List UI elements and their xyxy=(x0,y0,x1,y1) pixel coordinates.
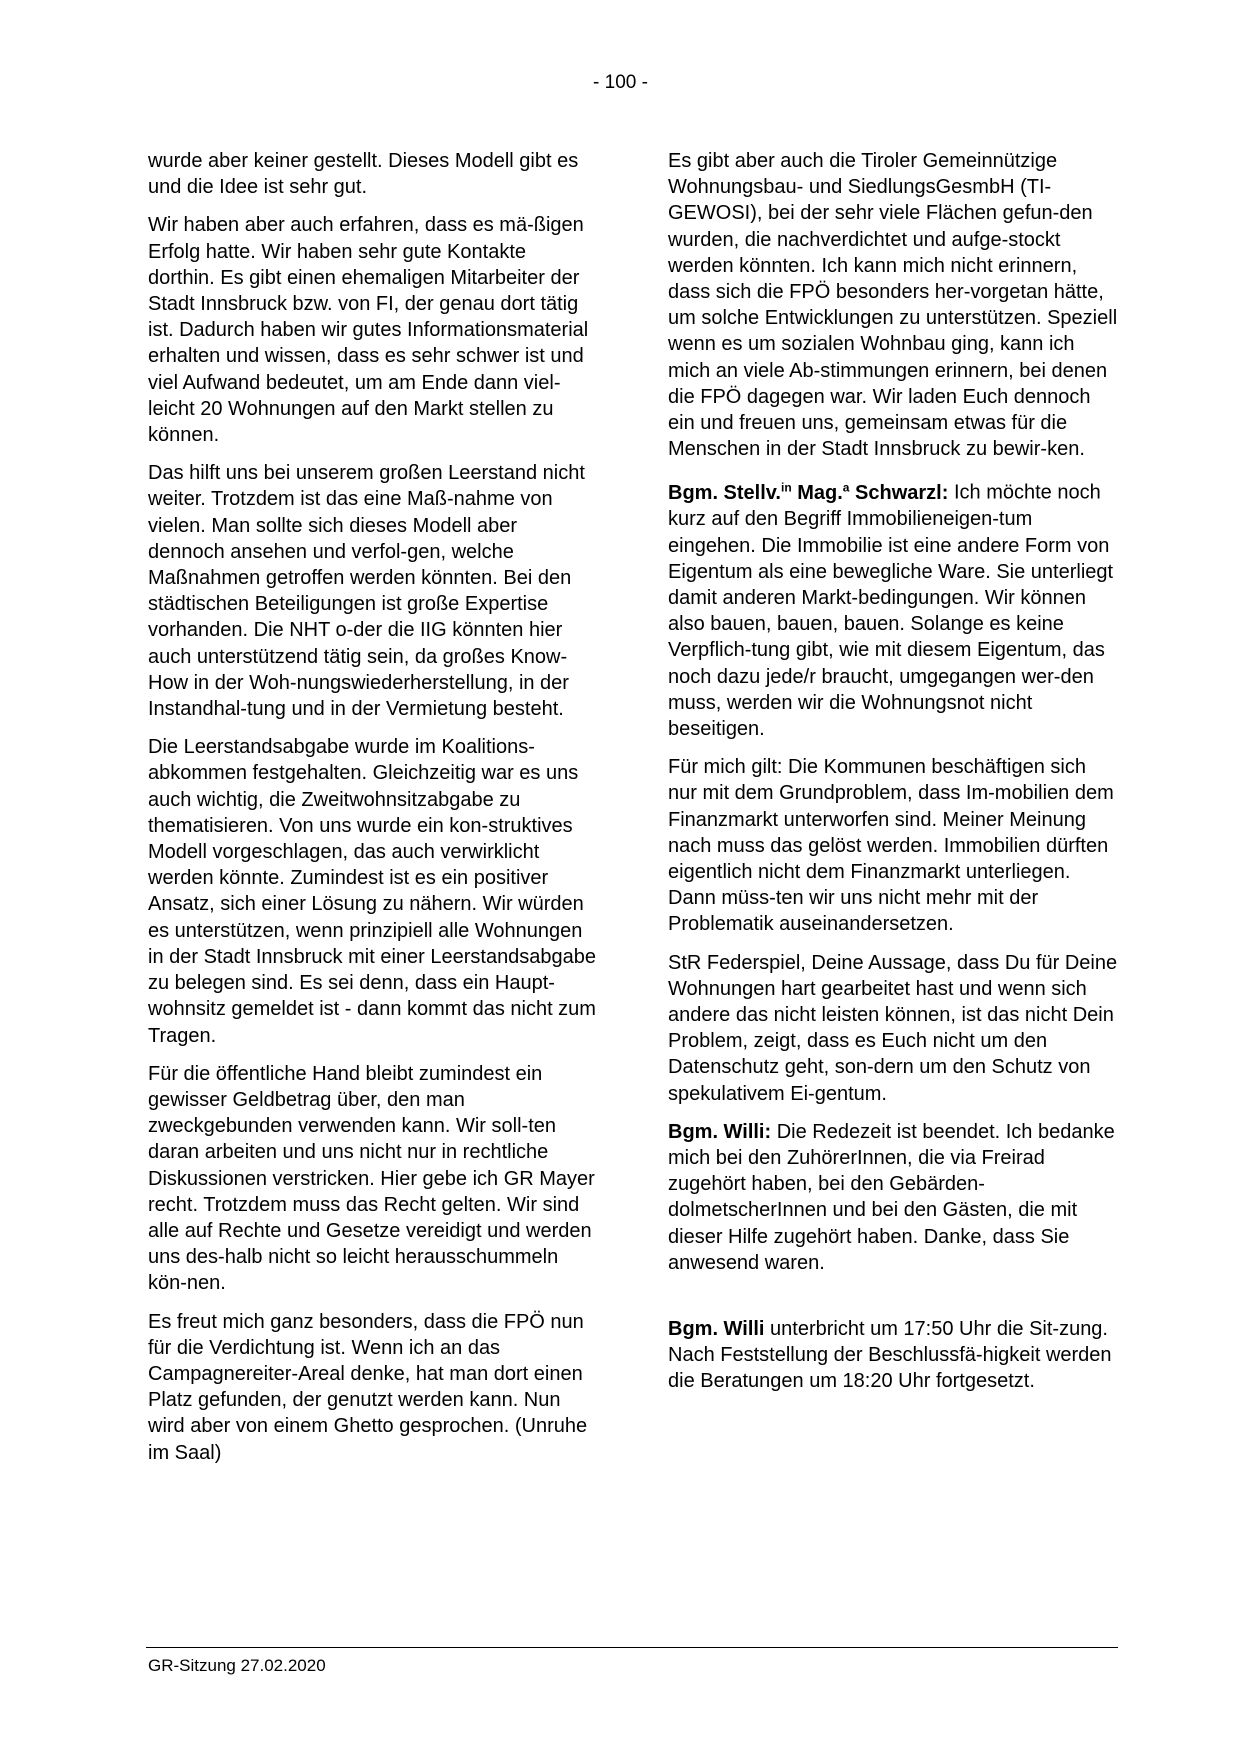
left-paragraph-5: Für die öffentliche Hand bleibt zumindest ein gewisser Geldbetrag über, den man zweckgebunden verwenden kann. Wir soll-ten daran arbeiten und uns nicht nur in rechtliche Diskussionen verstricken. Hier gebe ich GR Mayer recht. Trotzdem muss das Recht gelten. Wir sind alle auf Rechte und Gesetze vereidigt und werden uns des-halb nicht so leicht herausschummeln kön-nen. xyxy=(148,1062,595,1295)
speech-text: Ich möchte noch kurz auf den Begriff Immobilieneigen-tum eingehen. Die Immobilie ist eine andere Form von Eigentum als eine bewegliche Ware. Sie unterliegt damit anderen Markt-bedingungen. Wir können also bauen, bauen, bauen. Solange es keine Verpflich-tung gibt, wie mit diesem Eigentum, das noch dazu jede/r braucht, umgegangen wer-den muss, werden wir die Wohnungsnot nicht beseitigen. xyxy=(668,482,1114,740)
left-paragraph-6: Es freut mich ganz besonders, dass die FPÖ nun für die Verdichtung ist. Wenn ich an das Campagnereiter-Areal denke, hat man dort einen Platz gefunden, der genutzt werden kann. Nun wird aber von einem Ghetto gesprochen. (Unruhe im Saal) xyxy=(148,1310,588,1464)
speaker-name: Bgm. Stellv.$^{in}$ Mag.$^a$ Schwarzl: xyxy=(668,480,949,505)
page-number: - 100 - xyxy=(593,72,648,93)
left-column xyxy=(148,148,598,1478)
footer-divider xyxy=(146,1647,1118,1648)
right-paragraph-3: Für mich gilt: Die Kommunen beschäftigen sich nur mit dem Grundproblem, dass Im-mobilien dem Finanzmarkt unterworfen sind. Meiner Meinung nach muss das gelöst werden. Immobilien dürften eigentlich nicht dem Finanzmarkt unterliegen. Dann müss-ten wir uns nicht mehr mit der Problematik auseinandersetzen. xyxy=(668,756,1114,936)
right-paragraph-6 xyxy=(668,1316,1118,1395)
left-paragraph-1: wurde aber keiner gestellt. Dieses Modell gibt es und die Idee ist sehr gut. xyxy=(148,150,579,199)
right-paragraph-1: Es gibt aber auch die Tiroler Gemeinnützige Wohnungsbau- und SiedlungsGesmbH (TI-GEWOSI), bei der sehr viele Flächen gefun-den wurden, die nachverdichtet und aufge-stockt werden könnten. Ich kann mich nicht erinnern, dass sich die FPÖ besonders her-vorgetan hätte, um solche Entwicklungen zu unterstützen. Speziell wenn es um sozialen Wohnbau ging, kann ich mich an viele Ab-stimmungen erinnern, bei denen die FPÖ dagegen war. Wir laden Euch dennoch ein und freuen uns, gemeinsam etwas für die Menschen in der Stadt Innsbruck zu bewir-ken. xyxy=(668,150,1118,461)
right-paragraph-2 xyxy=(668,474,1118,742)
speaker-name: Bgm. Willi xyxy=(668,1317,765,1340)
footer-session-date: GR-Sitzung 27.02.2020 xyxy=(148,1656,326,1675)
left-paragraph-3: Das hilft uns bei unserem großen Leerstand nicht weiter. Trotzdem ist das eine Maß-nahme von vielen. Man sollte sich dieses Modell aber dennoch ansehen und verfol-gen, welche Maßnahmen getroffen werden könnten. Bei den städtischen Beteiligungen ist große Expertise vorhanden. Die NHT o-der die IIG könnten hier auch unterstützend tätig sein, da großes Know-How in der Woh-nungswiederherstellung, in der Instandhal-tung und in der Vermietung besteht. xyxy=(148,462,585,721)
right-paragraph-4: StR Federspiel, Deine Aussage, dass Du für Deine Wohnungen hart gearbeitet hast und wenn sich andere das nicht leisten können, ist das nicht Dein Problem, zeigt, dass es Euch nicht um den Datenschutz geht, son-dern um den Schutz von spekulativem Ei-gentum. xyxy=(668,951,1118,1105)
right-column xyxy=(668,148,1118,1407)
left-paragraph-4: Die Leerstandsabgabe wurde im Koalitions-abkommen festgehalten. Gleichzeitig war es uns auch wichtig, die Zweitwohnsitzabgabe zu thematisieren. Von uns wurde ein kon-struktives Modell vorgeschlagen, das auch verwirklicht werden könnte. Zumindest ist es ein positiver Ansatz, sich einer Lösung zu nähern. Wir würden es unterstützen, wenn prinzipiell alle Wohnungen in der Stadt Innsbruck mit einer Leerstandsabgabe zu belegen sind. Es sei denn, dass ein Haupt-wohnsitz gemeldet ist - dann kommt das nicht zum Tragen. xyxy=(148,736,597,1047)
left-paragraph-2: Wir haben aber auch erfahren, dass es mä-ßigen Erfolg hatte. Wir haben sehr gute Kontakte dorthin. Es gibt einen ehemaligen Mitarbeiter der Stadt Innsbruck bzw. von FI, der genau dort tätig ist. Dadurch haben wir gutes Informationsmaterial erhalten und wissen, dass es sehr schwer ist und viel Aufwand bedeutet, um am Ende dann viel-leicht 20 Wohnungen auf den Markt stellen zu können. xyxy=(148,214,589,447)
right-paragraph-5 xyxy=(668,1119,1118,1276)
speech-text: Die Redezeit ist beendet. Ich bedanke mich bei den ZuhörerInnen, die via Freirad zugehört haben, bei den Gebärden-dolmetscherInnen und bei den Gästen, die mit dieser Hilfe zugehört haben. Danke, dass Sie anwesend waren. xyxy=(668,1120,1115,1274)
speech-text: unterbricht um 17:50 Uhr die Sit-zung. Nach Feststellung der Beschlussfä-higkeit werden die Beratungen um 18:20 Uhr fortgesetzt. xyxy=(668,1317,1112,1393)
speaker-name: Bgm. Willi: xyxy=(668,1120,772,1143)
